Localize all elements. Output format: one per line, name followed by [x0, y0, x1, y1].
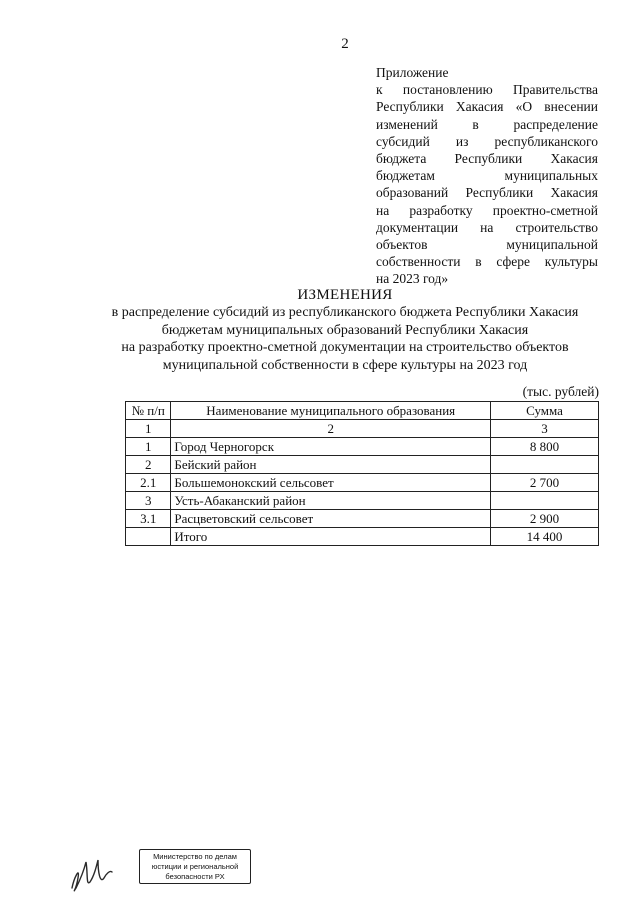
subsidies-table [125, 401, 599, 546]
appendix-line: на 2023 год» [376, 271, 449, 287]
row-num: 2 [126, 456, 171, 474]
column-number-row [126, 420, 599, 438]
row-sum [491, 492, 599, 510]
appendix-line: документации на строительство [376, 219, 598, 235]
table-total-row [126, 528, 599, 546]
row-num [126, 528, 171, 546]
header-num: № п/п [126, 402, 171, 420]
appendix-line: объектов муниципальной [376, 237, 598, 253]
appendix-line: изменений в распределение [376, 116, 598, 132]
header-sum: Сумма [491, 402, 599, 420]
table-header-row [126, 402, 599, 420]
appendix-block [376, 64, 598, 288]
row-num: 2.1 [126, 474, 171, 492]
appendix-line: образований Республики Хакасия [376, 185, 598, 201]
appendix-line: бюджета Республики Хакасия [376, 151, 598, 167]
row-num: 1 [126, 438, 171, 456]
row-sum: 8 800 [491, 438, 599, 456]
row-sum: 14 400 [491, 528, 599, 546]
column-number: 3 [491, 420, 599, 438]
row-sum: 2 900 [491, 510, 599, 528]
appendix-line: собственности в сфере культуры [376, 254, 598, 270]
row-name: Итого [171, 528, 491, 546]
column-number: 2 [171, 420, 491, 438]
subtitle-line: бюджетам муниципальных образований Республики Хакасия [161, 322, 529, 338]
row-name: Усть-Абаканский район [171, 492, 491, 510]
units-label: (тыс. рублей) [522, 384, 599, 399]
header-name: Наименование муниципального образования [171, 402, 491, 420]
row-sum [491, 456, 599, 474]
table-row [126, 438, 599, 456]
table-row [126, 456, 599, 474]
document-title: ИЗМЕНЕНИЯ [297, 287, 393, 303]
stamp-line: безопасности РХ [165, 872, 225, 881]
subtitle-line: в распределение субсидий из республиканского бюджета Республики Хакасия [111, 305, 579, 320]
page-number: 2 [341, 36, 349, 52]
row-sum: 2 700 [491, 474, 599, 492]
appendix-line: бюджетам муниципальных [376, 168, 598, 184]
ministry-stamp [139, 849, 251, 884]
signature-mark [66, 848, 116, 898]
subtitle-line: на разработку проектно-сметной документации на строительство объектов [121, 340, 569, 356]
table-row [126, 510, 599, 528]
table-row [126, 474, 599, 492]
column-number: 1 [126, 420, 171, 438]
appendix-line: Приложение [376, 65, 449, 80]
row-name: Город Черногорск [171, 438, 491, 456]
row-num: 3.1 [126, 510, 171, 528]
table-row [126, 492, 599, 510]
subtitle-line: муниципальной собственности в сфере культуры на 2023 год [162, 357, 528, 373]
row-name: Бейский район [171, 456, 491, 474]
appendix-line: на разработку проектно-сметной [376, 202, 598, 218]
row-num: 3 [126, 492, 171, 510]
stamp-line: Министерство по делам [153, 852, 237, 861]
appendix-line: Республики Хакасия «О внесении [376, 99, 598, 115]
appendix-line: к постановлению Правительства [376, 82, 598, 98]
signature-stroke [72, 860, 112, 891]
row-name: Большемонокский сельсовет [171, 474, 491, 492]
appendix-line: субсидий из республиканского [376, 133, 598, 149]
document-subtitle [0, 304, 640, 374]
row-name: Расцветовский сельсовет [171, 510, 491, 528]
stamp-line: юстиции и региональной [151, 862, 239, 871]
